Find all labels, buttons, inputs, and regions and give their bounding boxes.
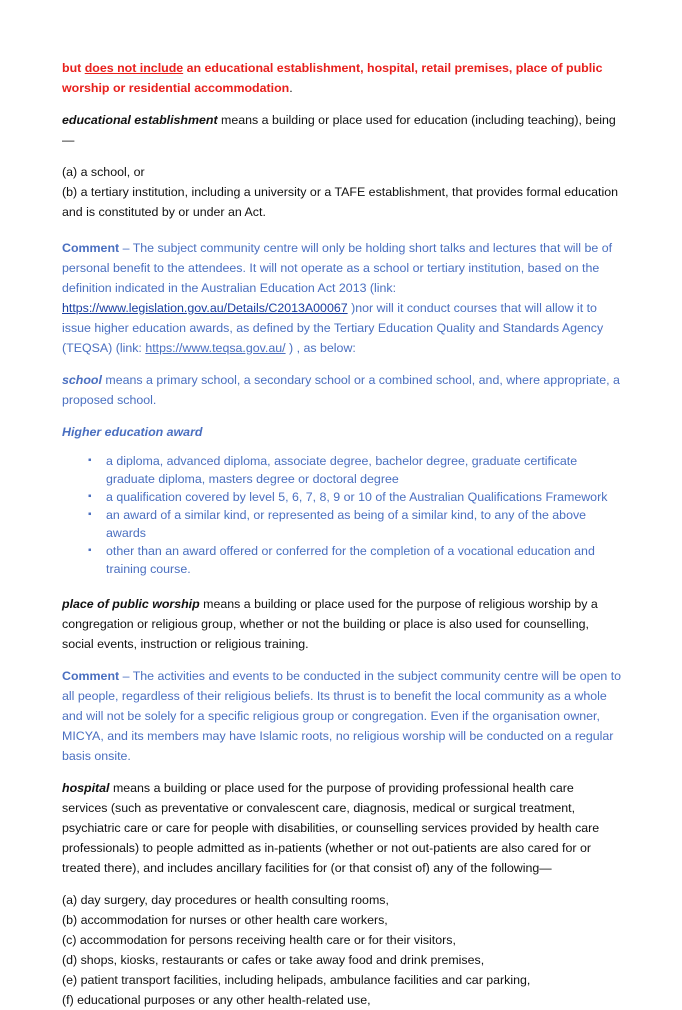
exclusion-underlined: does not include: [84, 61, 184, 75]
definition-text: means a building or place used for the purpose of religious worship by a congregation or religious group, whether or not the building or place is also used for counselling, social events, instruction or religious training.: [62, 597, 598, 651]
comment-text: – The subject community centre will only be holding short talks and lectures that will be of personal benefit to the attendees. It will not operate as a school or tertiary institution, based on the definition indicated in the Australian Education Act 2013 (link:: [62, 241, 613, 295]
legislation-link[interactable]: https://www.legislation.gov.au/Details/C2013A00067: [62, 301, 348, 315]
hospital-item-d: (d) shops, kiosks, restaurants or cafes or take away food and drink premises,: [62, 953, 485, 967]
educational-establishment-definition: [62, 110, 622, 150]
term-school: school: [62, 373, 102, 387]
hospital-item-e: (e) patient transport facilities, including helipads, ambulance facilities and car parking,: [62, 973, 531, 987]
document-page: [62, 58, 622, 1010]
school-item-b: (b) a tertiary institution, including a university or a TAFE establishment, that provides formal education and is constituted by or under an Act.: [62, 185, 619, 219]
comment-text: )nor will it conduct courses that will allow it to issue higher education awards, as defined by the Tertiary Education Quality and Standards Agency (TEQSA) (link:: [62, 301, 604, 355]
list-item: ▪ other than an award offered or conferred for the completion of a vocational education and training course.: [88, 542, 622, 578]
hospital-item-b: (b) accommodation for nurses or other health care workers,: [62, 913, 388, 927]
exclusion-period: .: [289, 81, 293, 95]
school-item-a: (a) a school, or: [62, 165, 145, 179]
list-item: ▪ a qualification covered by level 5, 6, 7, 8, 9 or 10 of the Australian Qualifications Framework: [88, 488, 622, 506]
hospital-item-a: (a) day surgery, day procedures or health consulting rooms,: [62, 893, 389, 907]
place-of-public-worship-definition: [62, 594, 622, 654]
school-definition: [62, 370, 622, 410]
exclusion-paragraph: [62, 58, 622, 98]
hospital-item-c: (c) accommodation for persons receiving health care or for their visitors,: [62, 933, 456, 947]
definition-text: means a building or place used for education (including teaching), being—: [62, 113, 616, 147]
hospital-definition: [62, 778, 622, 878]
definition-text: means a primary school, a secondary school or a combined school, and, where appropriate, a proposed school.: [62, 373, 620, 407]
term-place-of-public-worship: place of public worship: [62, 597, 200, 611]
exclusion-lead: but: [62, 61, 85, 75]
exclusion-list: an educational establishment, hospital, retail premises, place of public worship or residential accommodation: [62, 61, 603, 95]
hospital-item-f: (f) educational purposes or any other health-related use,: [62, 993, 371, 1007]
comment-text: – The activities and events to be conducted in the subject community centre will be open to all people, regardless of their religious beliefs. Its thrust is to benefit the local community as a whole and will not be solely for a specific religious group or congregation. Even if the organisation owner, MICYA, and its members may have Islamic roots, no religious worship will be conducted on a regular basis onsite.: [62, 669, 622, 763]
teqsa-link[interactable]: https://www.teqsa.gov.au/: [145, 341, 286, 355]
higher-education-award-heading: Higher education award: [62, 425, 203, 439]
term-educational-establishment: educational establishment: [62, 113, 218, 127]
comment-worship: [62, 666, 622, 766]
comment-label: Comment: [62, 241, 120, 255]
comment-education: [62, 238, 622, 358]
term-hospital: hospital: [62, 781, 110, 795]
award-list: [62, 452, 622, 578]
list-item: ▪ an award of a similar kind, or represented as being of a similar kind, to any of the above awards: [88, 506, 622, 542]
list-item: ▪ a diploma, advanced diploma, associate degree, bachelor degree, graduate certificate graduate diploma, masters degree or doctoral degree: [88, 452, 622, 488]
comment-label: Comment: [62, 669, 120, 683]
comment-text: ) , as below:: [285, 341, 356, 355]
definition-text: means a building or place used for the purpose of providing professional health care services (such as preventative or convalescent care, diagnosis, medical or surgical treatment, psychiatric care or care for people with disabilities, or counselling services provided by health care professionals) to people admitted as in-patients (whether or not out-patients are also cared for or treated there), and includes ancillary facilities for (or that consist of) any of the following—: [62, 781, 600, 875]
